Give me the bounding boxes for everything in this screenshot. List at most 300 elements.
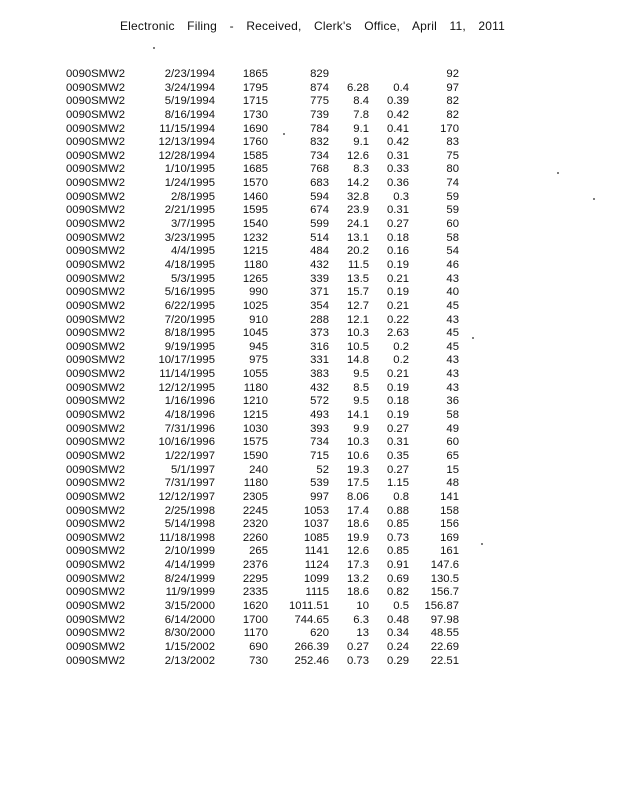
sample-date-cell: 12/12/1997 (158, 490, 215, 503)
value-2-cell: 339 (310, 272, 329, 285)
value-5-cell: 48 (446, 477, 459, 490)
value-4-cell: 0.91 (387, 559, 409, 572)
value-2-cell: 383 (310, 368, 329, 381)
sample-id-cell: 0090SMW2 (66, 654, 126, 667)
value-4-cell: 0.48 (387, 613, 409, 626)
value-3-cell: 9.1 (353, 122, 369, 135)
table-row (0, 300, 625, 314)
sample-date-cell: 4/4/1995 (171, 245, 215, 258)
value-3-cell: 20.2 (347, 245, 369, 258)
sample-id-cell: 0090SMW2 (66, 640, 126, 653)
value-2-cell: 734 (310, 149, 329, 162)
sample-date-cell: 4/18/1995 (164, 258, 215, 271)
value-5-cell: 92 (446, 68, 459, 80)
value-4-cell: 0.31 (387, 436, 409, 449)
value-2-cell: 393 (310, 422, 329, 435)
sample-id-cell: 0090SMW2 (66, 136, 126, 149)
sample-id-cell: 0090SMW2 (66, 68, 126, 80)
value-5-cell: 59 (446, 204, 459, 217)
sample-id-cell: 0090SMW2 (66, 245, 126, 258)
sample-id-cell: 0090SMW2 (66, 231, 126, 244)
value-3-cell: 12.1 (347, 313, 369, 326)
sample-date-cell: 10/17/1995 (158, 354, 215, 367)
value-2-cell: 620 (310, 627, 329, 640)
table-row (0, 354, 625, 368)
sample-id-cell: 0090SMW2 (66, 395, 126, 408)
sample-id-cell: 0090SMW2 (66, 613, 126, 626)
table-row (0, 573, 625, 587)
value-1-cell: 1180 (243, 258, 268, 271)
table-row (0, 163, 625, 177)
value-2-cell: 1124 (304, 559, 329, 572)
value-4-cell: 0.82 (387, 586, 409, 599)
table-row (0, 518, 625, 532)
value-1-cell: 1620 (242, 599, 268, 612)
sample-date-cell: 5/16/1995 (164, 286, 215, 299)
table-row (0, 382, 625, 396)
value-5-cell: 22.69 (430, 640, 459, 653)
sample-date-cell: 1/15/2002 (164, 640, 215, 653)
sample-id-cell: 0090SMW2 (66, 518, 126, 531)
value-5-cell: 158 (440, 504, 459, 517)
sample-date-cell: 8/18/1995 (164, 327, 215, 340)
value-3-cell: 13.5 (347, 272, 369, 285)
value-2-cell: 371 (310, 286, 329, 299)
sample-date-cell: 8/16/1994 (164, 108, 215, 121)
value-4-cell: 0.24 (387, 640, 409, 653)
value-2-cell: 331 (310, 354, 329, 367)
value-1-cell: 1180 (243, 477, 268, 490)
value-1-cell: 1215 (242, 409, 268, 422)
sample-date-cell: 3/24/1994 (164, 81, 215, 94)
value-5-cell: 141 (440, 490, 459, 503)
sample-date-cell: 2/13/2002 (164, 654, 215, 667)
value-5-cell: 82 (446, 108, 459, 121)
table-row (0, 559, 625, 573)
value-4-cell: 0.19 (387, 409, 409, 422)
table-row (0, 82, 625, 96)
value-3-cell: 14.1 (347, 409, 369, 422)
value-1-cell: 1055 (242, 368, 268, 381)
value-1-cell: 1170 (243, 627, 268, 640)
table-row (0, 95, 625, 109)
table-row (0, 191, 625, 205)
value-2-cell: 484 (310, 245, 329, 258)
value-5-cell: 45 (446, 299, 459, 312)
value-5-cell: 58 (446, 409, 459, 422)
value-4-cell: 0.27 (387, 463, 409, 476)
sample-date-cell: 11/9/1999 (165, 586, 215, 599)
value-2-cell: 1011.51 (289, 599, 329, 612)
value-1-cell: 1585 (242, 149, 268, 162)
table-row (0, 327, 625, 341)
sample-date-cell: 1/16/1996 (164, 395, 215, 408)
value-5-cell: 147.6 (430, 559, 459, 572)
value-1-cell: 2260 (242, 531, 268, 544)
value-1-cell: 945 (249, 340, 268, 353)
table-row (0, 259, 625, 273)
value-5-cell: 46 (446, 258, 459, 271)
sample-date-cell: 7/20/1995 (164, 313, 215, 326)
value-4-cell: 0.73 (387, 531, 409, 544)
value-4-cell: 0.18 (387, 231, 409, 244)
value-4-cell: 0.4 (393, 81, 409, 94)
sample-date-cell: 2/21/1995 (164, 204, 215, 217)
value-4-cell: 0.16 (387, 245, 409, 258)
sample-date-cell: 6/14/2000 (164, 613, 215, 626)
sample-id-cell: 0090SMW2 (66, 286, 126, 299)
page-header: Electronic Filing - Received, Clerk's Office, April 11, 2011 (119, 19, 506, 33)
value-3-cell: 8.06 (347, 490, 369, 503)
table-row (0, 491, 625, 505)
value-3-cell: 0.27 (347, 640, 369, 653)
value-1-cell: 2320 (242, 518, 268, 531)
value-1-cell: 1760 (242, 136, 268, 149)
sample-date-cell: 3/15/2000 (164, 599, 215, 612)
value-4-cell: 0.27 (387, 218, 409, 231)
value-3-cell: 10.5 (347, 340, 369, 353)
value-2-cell: 683 (310, 177, 329, 190)
value-4-cell: 0.3 (393, 190, 409, 203)
value-5-cell: 75 (446, 149, 459, 162)
sample-id-cell: 0090SMW2 (66, 122, 126, 135)
sample-date-cell: 2/10/1999 (164, 545, 215, 558)
value-2-cell: 266.39 (294, 640, 329, 653)
value-3-cell: 14.8 (347, 354, 369, 367)
value-3-cell: 10 (356, 599, 369, 612)
sample-id-cell: 0090SMW2 (66, 258, 126, 271)
sample-id-cell: 0090SMW2 (66, 504, 126, 517)
sample-id-cell: 0090SMW2 (66, 409, 126, 422)
value-4-cell: 0.19 (387, 258, 409, 271)
scan-speck (593, 198, 595, 200)
value-4-cell: 0.19 (387, 381, 409, 394)
table-row (0, 545, 625, 559)
value-1-cell: 2335 (242, 586, 268, 599)
value-2-cell: 768 (310, 163, 329, 176)
value-5-cell: 40 (446, 286, 459, 299)
value-3-cell: 18.6 (347, 586, 369, 599)
value-2-cell: 594 (310, 190, 329, 203)
value-2-cell: 674 (310, 204, 329, 217)
value-3-cell: 17.3 (347, 559, 369, 572)
sample-id-cell: 0090SMW2 (66, 190, 126, 203)
sample-date-cell: 11/14/1995 (159, 368, 215, 381)
value-2-cell: 1115 (305, 586, 329, 599)
value-4-cell: 0.85 (387, 518, 409, 531)
value-3-cell: 10.3 (347, 327, 369, 340)
value-2-cell: 572 (310, 395, 329, 408)
value-5-cell: 156 (440, 518, 459, 531)
value-5-cell: 156.87 (424, 599, 459, 612)
sample-id-cell: 0090SMW2 (66, 490, 126, 503)
value-3-cell: 6.28 (347, 81, 369, 94)
value-5-cell: 65 (446, 449, 459, 462)
table-row (0, 395, 625, 409)
value-4-cell: 0.21 (387, 272, 409, 285)
table-row (0, 641, 625, 655)
value-2-cell: 539 (310, 477, 329, 490)
value-3-cell: 13.1 (347, 231, 369, 244)
value-4-cell: 0.29 (387, 654, 409, 667)
value-1-cell: 1590 (242, 449, 268, 462)
table-row (0, 204, 625, 218)
value-5-cell: 45 (446, 340, 459, 353)
value-5-cell: 45 (446, 327, 459, 340)
sample-date-cell: 3/7/1995 (171, 218, 215, 231)
table-row (0, 273, 625, 287)
value-4-cell: 0.22 (387, 313, 409, 326)
value-1-cell: 1570 (242, 177, 268, 190)
value-1-cell: 1730 (242, 108, 268, 121)
value-2-cell: 739 (310, 108, 329, 121)
value-4-cell: 0.33 (387, 163, 409, 176)
value-2-cell: 373 (310, 327, 329, 340)
sample-date-cell: 2/25/1998 (164, 504, 215, 517)
value-1-cell: 2376 (242, 559, 268, 572)
value-3-cell: 19.9 (347, 531, 369, 544)
value-2-cell: 1141 (304, 545, 329, 558)
table-row (0, 232, 625, 246)
table-row (0, 286, 625, 300)
value-2-cell: 734 (310, 436, 329, 449)
sample-date-cell: 12/12/1995 (158, 381, 215, 394)
value-3-cell: 8.3 (353, 163, 369, 176)
value-4-cell: 0.36 (387, 177, 409, 190)
scan-speck (481, 543, 483, 545)
sample-date-cell: 2/8/1995 (171, 190, 215, 203)
value-3-cell: 24.1 (347, 218, 369, 231)
value-1-cell: 990 (249, 286, 268, 299)
value-5-cell: 22.51 (430, 654, 459, 667)
sample-id-cell: 0090SMW2 (66, 163, 126, 176)
value-4-cell: 2.63 (387, 327, 409, 340)
sample-date-cell: 9/19/1995 (164, 340, 215, 353)
value-1-cell: 1865 (242, 68, 268, 80)
value-3-cell: 9.1 (353, 136, 369, 149)
value-2-cell: 832 (310, 136, 329, 149)
value-3-cell: 12.6 (347, 545, 369, 558)
value-2-cell: 1037 (303, 518, 329, 531)
value-5-cell: 97 (446, 81, 459, 94)
value-1-cell: 1030 (242, 422, 268, 435)
value-4-cell: 0.35 (387, 449, 409, 462)
value-3-cell: 23.9 (347, 204, 369, 217)
value-1-cell: 265 (249, 545, 268, 558)
sample-id-cell: 0090SMW2 (66, 108, 126, 121)
sample-date-cell: 5/19/1994 (164, 95, 215, 108)
value-1-cell: 690 (249, 640, 268, 653)
value-2-cell: 514 (310, 231, 329, 244)
sample-id-cell: 0090SMW2 (66, 81, 126, 94)
sample-date-cell: 8/24/1999 (164, 572, 215, 585)
value-1-cell: 975 (249, 354, 268, 367)
value-3-cell: 9.9 (353, 422, 369, 435)
value-5-cell: 60 (446, 218, 459, 231)
value-4-cell: 0.21 (387, 368, 409, 381)
value-5-cell: 43 (446, 368, 459, 381)
value-4-cell: 0.5 (393, 599, 409, 612)
value-2-cell: 1085 (303, 531, 329, 544)
value-5-cell: 43 (446, 313, 459, 326)
value-1-cell: 730 (249, 654, 268, 667)
sample-id-cell: 0090SMW2 (66, 327, 126, 340)
value-1-cell: 1232 (242, 231, 268, 244)
sample-date-cell: 11/15/1994 (159, 122, 215, 135)
value-5-cell: 130.5 (430, 572, 459, 585)
sample-id-cell: 0090SMW2 (66, 422, 126, 435)
value-3-cell: 7.8 (353, 108, 369, 121)
value-3-cell: 17.5 (347, 477, 369, 490)
value-5-cell: 43 (446, 381, 459, 394)
value-5-cell: 156.7 (430, 586, 459, 599)
table-row (0, 341, 625, 355)
value-5-cell: 54 (446, 245, 459, 258)
sample-id-cell: 0090SMW2 (66, 204, 126, 217)
value-3-cell: 10.3 (347, 436, 369, 449)
value-2-cell: 715 (310, 449, 329, 462)
value-4-cell: 1.15 (387, 477, 409, 490)
value-5-cell: 43 (446, 272, 459, 285)
value-4-cell: 0.19 (387, 286, 409, 299)
sample-id-cell: 0090SMW2 (66, 272, 126, 285)
value-2-cell: 784 (310, 122, 329, 135)
value-5-cell: 49 (446, 422, 459, 435)
value-1-cell: 1715 (242, 95, 268, 108)
value-3-cell: 11.5 (347, 258, 369, 271)
table-row (0, 109, 625, 123)
sample-date-cell: 2/23/1994 (164, 68, 215, 80)
value-1-cell: 1595 (242, 204, 268, 217)
sample-date-cell: 5/1/1997 (171, 463, 215, 476)
value-2-cell: 1099 (303, 572, 329, 585)
value-5-cell: 48.55 (430, 627, 459, 640)
value-5-cell: 60 (446, 436, 459, 449)
sample-id-cell: 0090SMW2 (66, 299, 126, 312)
table-row (0, 450, 625, 464)
value-1-cell: 1215 (242, 245, 268, 258)
sample-date-cell: 6/22/1995 (164, 299, 215, 312)
value-2-cell: 997 (310, 490, 329, 503)
scan-speck (153, 47, 155, 49)
sample-id-cell: 0090SMW2 (66, 340, 126, 353)
value-2-cell: 744.65 (294, 613, 329, 626)
value-5-cell: 83 (446, 136, 459, 149)
value-1-cell: 2305 (242, 490, 268, 503)
value-2-cell: 829 (310, 68, 329, 80)
value-2-cell: 316 (310, 340, 329, 353)
sample-id-cell: 0090SMW2 (66, 368, 126, 381)
value-1-cell: 2245 (242, 504, 268, 517)
value-4-cell: 0.2 (393, 340, 409, 353)
value-3-cell: 13 (356, 627, 369, 640)
table-row (0, 586, 625, 600)
value-2-cell: 354 (310, 299, 329, 312)
value-1-cell: 1460 (242, 190, 268, 203)
sample-id-cell: 0090SMW2 (66, 463, 126, 476)
value-1-cell: 1795 (242, 81, 268, 94)
table-row (0, 614, 625, 628)
value-5-cell: 74 (446, 177, 459, 190)
sample-id-cell: 0090SMW2 (66, 531, 126, 544)
value-3-cell: 10.6 (347, 449, 369, 462)
value-1-cell: 910 (249, 313, 268, 326)
sample-date-cell: 11/18/1998 (159, 531, 215, 544)
sample-date-cell: 1/24/1995 (164, 177, 215, 190)
table-row (0, 245, 625, 259)
value-4-cell: 0.85 (387, 545, 409, 558)
value-3-cell: 19.3 (347, 463, 369, 476)
value-3-cell: 32.8 (347, 190, 369, 203)
table-row (0, 218, 625, 232)
value-4-cell: 0.18 (387, 395, 409, 408)
value-2-cell: 52 (316, 463, 329, 476)
value-1-cell: 1540 (242, 218, 268, 231)
sample-id-cell: 0090SMW2 (66, 95, 126, 108)
value-5-cell: 59 (446, 190, 459, 203)
value-5-cell: 97.98 (430, 613, 459, 626)
table-row (0, 505, 625, 519)
value-1-cell: 1575 (242, 436, 268, 449)
value-1-cell: 1025 (242, 299, 268, 312)
sample-id-cell: 0090SMW2 (66, 627, 126, 640)
value-3-cell: 14.2 (347, 177, 369, 190)
table-row (0, 368, 625, 382)
value-1-cell: 1265 (242, 272, 268, 285)
sample-id-cell: 0090SMW2 (66, 177, 126, 190)
value-4-cell: 0.2 (393, 354, 409, 367)
sample-date-cell: 12/13/1994 (158, 136, 215, 149)
table-row (0, 150, 625, 164)
value-4-cell: 0.31 (387, 204, 409, 217)
sample-id-cell: 0090SMW2 (66, 559, 126, 572)
value-4-cell: 0.27 (387, 422, 409, 435)
value-2-cell: 775 (310, 95, 329, 108)
value-3-cell: 18.6 (347, 518, 369, 531)
value-3-cell: 15.7 (347, 286, 369, 299)
sample-date-cell: 8/30/2000 (164, 627, 215, 640)
sample-id-cell: 0090SMW2 (66, 436, 126, 449)
value-4-cell: 0.88 (387, 504, 409, 517)
sample-date-cell: 7/31/1996 (164, 422, 215, 435)
value-3-cell: 8.4 (353, 95, 369, 108)
value-4-cell: 0.21 (387, 299, 409, 312)
value-1-cell: 2295 (242, 572, 268, 585)
table-row (0, 436, 625, 450)
value-1-cell: 1700 (242, 613, 268, 626)
value-2-cell: 432 (310, 258, 329, 271)
value-1-cell: 1690 (242, 122, 268, 135)
table-row (0, 655, 625, 669)
value-1-cell: 1210 (242, 395, 268, 408)
value-4-cell: 0.34 (387, 627, 409, 640)
sample-id-cell: 0090SMW2 (66, 545, 126, 558)
value-4-cell: 0.42 (387, 108, 409, 121)
value-5-cell: 170 (440, 122, 459, 135)
value-1-cell: 1045 (242, 327, 268, 340)
table-row (0, 314, 625, 328)
table-row (0, 123, 625, 137)
sample-id-cell: 0090SMW2 (66, 599, 126, 612)
data-table (0, 68, 625, 668)
sample-date-cell: 4/18/1996 (164, 409, 215, 422)
table-row (0, 532, 625, 546)
value-5-cell: 58 (446, 231, 459, 244)
value-5-cell: 15 (446, 463, 459, 476)
value-5-cell: 161 (440, 545, 459, 558)
sample-id-cell: 0090SMW2 (66, 572, 126, 585)
value-2-cell: 874 (310, 81, 329, 94)
